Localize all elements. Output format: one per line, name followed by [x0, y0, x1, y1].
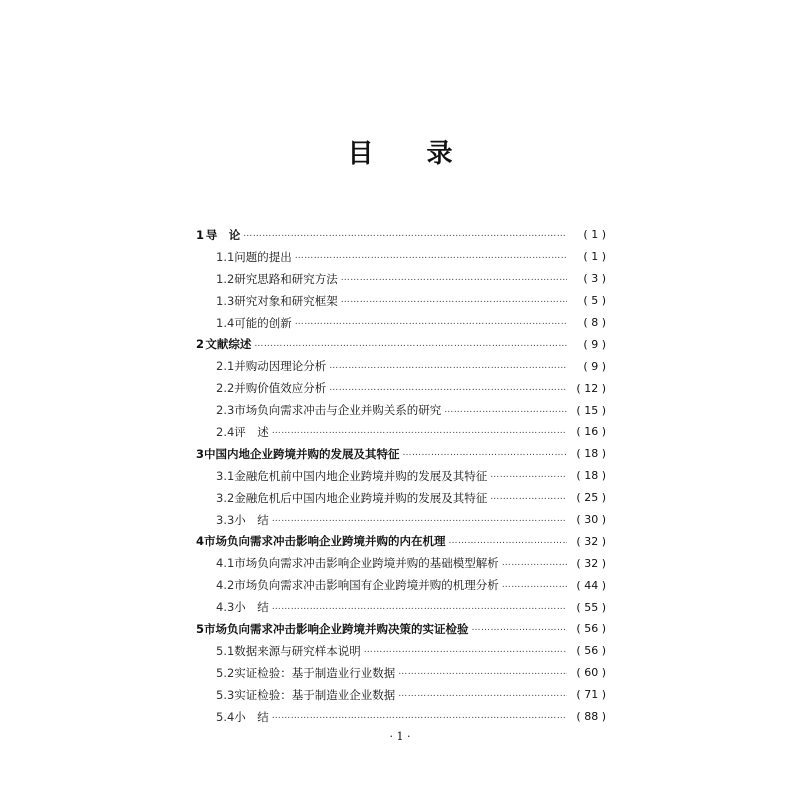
toc-entry-page: ( 88 ): [576, 710, 606, 724]
toc-entry-number: 3.3: [216, 512, 235, 527]
dot-leader: [272, 603, 567, 612]
toc-entry-number: 5.4: [216, 709, 235, 724]
dot-leader: [364, 646, 567, 655]
toc-section-entry[interactable]: [196, 684, 606, 706]
toc-entry-page: ( 1 ): [583, 250, 606, 264]
toc-chapter-entry[interactable]: [196, 333, 606, 355]
toc-entry-title: 小 结: [234, 600, 269, 615]
toc-entry-page: ( 12 ): [576, 381, 606, 395]
toc-entry-page: ( 25 ): [576, 491, 606, 505]
toc-entry-number: 4.3: [216, 600, 235, 615]
toc-section-entry[interactable]: [196, 574, 606, 596]
toc-section-entry[interactable]: [196, 640, 606, 662]
dot-leader: [341, 296, 567, 305]
toc-entry-title: 中国内地企业跨境并购的发展及其特征: [204, 446, 400, 461]
toc-entry-number: 2.4: [216, 424, 235, 439]
dot-leader: [490, 471, 567, 480]
toc-entry-page: ( 1 ): [583, 228, 606, 242]
toc-entry-title: 文献综述: [205, 337, 252, 352]
toc-entry-page: ( 9 ): [583, 337, 606, 351]
dot-leader: [502, 559, 567, 568]
toc-chapter-entry[interactable]: [196, 530, 606, 552]
toc-entry-title: 数据来源与研究样本说明: [234, 643, 361, 658]
toc-entry-title: 市场负向需求冲击与企业并购关系的研究: [234, 403, 442, 418]
toc-entry-title: 小 结: [234, 512, 269, 527]
toc-entry-number: 3.1: [216, 468, 235, 483]
toc-chapter-entry[interactable]: [196, 618, 606, 640]
toc-entry-number: 2.2: [216, 381, 235, 396]
page-title: 目 录: [347, 139, 475, 169]
toc-entry-page: ( 3 ): [583, 272, 606, 286]
dot-leader: [502, 581, 567, 590]
toc-section-entry[interactable]: [196, 377, 606, 399]
toc-section-entry[interactable]: [196, 312, 606, 334]
toc-section-entry[interactable]: [196, 246, 606, 268]
toc-entry-page: ( 71 ): [576, 688, 606, 702]
dot-leader: [341, 274, 567, 283]
toc-entry-page: ( 5 ): [583, 294, 606, 308]
toc-entry-title: 研究对象和研究框架: [234, 293, 338, 308]
toc-entry-title: 市场负向需求冲击影响企业跨境并购决策的实证检验: [204, 621, 469, 636]
toc-entry-page: ( 18 ): [576, 469, 606, 483]
toc-entry-number: 1.3: [216, 293, 235, 308]
dot-leader: [295, 318, 567, 327]
toc-entry-title: 问题的提出: [234, 249, 292, 264]
toc-entry-page: ( 8 ): [583, 316, 606, 329]
toc-entry-page: ( 56 ): [576, 622, 606, 636]
toc-entry-number: 4.2: [216, 578, 235, 593]
toc-chapter-entry[interactable]: [196, 224, 606, 246]
toc-entry-number: 3: [196, 446, 205, 461]
dot-leader: [329, 362, 567, 371]
toc-entry-page: ( 44 ): [576, 578, 606, 592]
dot-leader: [272, 515, 567, 524]
toc-entry-page: ( 18 ): [576, 447, 606, 461]
dot-leader: [295, 252, 567, 261]
toc-entry-page: ( 55 ): [576, 600, 606, 614]
dot-leader: [254, 340, 567, 349]
toc-entry-number: 1: [196, 227, 205, 242]
toc-entry-title: 市场负向需求冲击影响企业跨境并购的基础模型解析: [234, 556, 499, 571]
toc-entry-number: 2.3: [216, 403, 235, 418]
dot-leader: [272, 712, 567, 721]
toc-entry-title: 导 论: [205, 227, 241, 242]
toc-entry-title: 实证检验：基于制造业企业数据: [234, 687, 396, 702]
toc-entry-page: ( 60 ): [576, 666, 606, 680]
dot-leader: [329, 384, 567, 393]
dot-leader: [490, 493, 567, 502]
toc-entry-number: 1.1: [216, 249, 235, 264]
toc-entry-title: 并购价值效应分析: [234, 381, 327, 396]
toc-entry-title: 实证检验：基于制造业行业数据: [234, 665, 396, 680]
dot-leader: [272, 427, 567, 436]
toc-entry-page: ( 15 ): [576, 403, 606, 417]
toc-section-entry[interactable]: [196, 290, 606, 312]
toc-section-entry[interactable]: [196, 509, 606, 531]
toc-entry-title: 金融危机后中国内地企业跨境并购的发展及其特征: [234, 490, 488, 505]
toc-section-entry[interactable]: [196, 268, 606, 290]
toc-entry-number: 2: [196, 337, 205, 352]
toc-entry-page: ( 30 ): [576, 513, 606, 527]
toc-entry-number: 5.1: [216, 643, 235, 658]
dot-leader: [403, 449, 567, 458]
toc-section-entry[interactable]: [196, 706, 606, 728]
toc-section-entry[interactable]: [196, 399, 606, 421]
toc-entry-page: ( 16 ): [576, 425, 606, 439]
toc-entry-number: 4.1: [216, 556, 235, 571]
toc-entry-number: 4: [196, 534, 205, 549]
toc-chapter-entry[interactable]: [196, 443, 606, 465]
table-of-contents: [196, 224, 606, 727]
dot-leader: [444, 406, 567, 415]
toc-entry-page: ( 9 ): [583, 359, 606, 373]
page-number: · 1 ·: [389, 730, 411, 743]
dot-leader: [398, 690, 567, 699]
toc-entry-title: 市场负向需求冲击影响国有企业跨境并购的机理分析: [234, 578, 499, 593]
toc-section-entry[interactable]: [196, 662, 606, 684]
toc-entry-title: 小 结: [234, 709, 269, 724]
dot-leader: [449, 537, 567, 546]
toc-entry-title: 市场负向需求冲击影响企业跨境并购的内在机理: [204, 534, 446, 549]
toc-entry-number: 2.1: [216, 359, 235, 374]
toc-entry-title: 评 述: [234, 424, 269, 439]
toc-entry-page: ( 56 ): [576, 644, 606, 658]
toc-entry-number: 5.2: [216, 665, 235, 680]
toc-entry-page: ( 32 ): [576, 556, 606, 570]
toc-section-entry[interactable]: [196, 421, 606, 443]
toc-entry-number: 1.4: [216, 315, 235, 330]
toc-section-entry[interactable]: [196, 355, 606, 377]
toc-entry-number: 3.2: [216, 490, 235, 505]
dot-leader: [398, 668, 567, 677]
toc-entry-page: ( 32 ): [576, 534, 606, 548]
toc-entry-number: 5.3: [216, 687, 235, 702]
toc-entry-title: 并购动因理论分析: [234, 359, 327, 374]
toc-entry-title: 金融危机前中国内地企业跨境并购的发展及其特征: [234, 468, 488, 483]
toc-section-entry[interactable]: [196, 552, 606, 574]
dot-leader: [243, 230, 567, 239]
toc-entry-title: 研究思路和研究方法: [234, 271, 338, 286]
toc-entry-title: 可能的创新: [234, 315, 292, 330]
toc-entry-number: 5: [196, 621, 205, 636]
toc-entry-number: 1.2: [216, 271, 235, 286]
toc-section-entry[interactable]: [196, 596, 606, 618]
dot-leader: [472, 624, 567, 633]
toc-section-entry[interactable]: [196, 465, 606, 487]
toc-section-entry[interactable]: [196, 487, 606, 509]
